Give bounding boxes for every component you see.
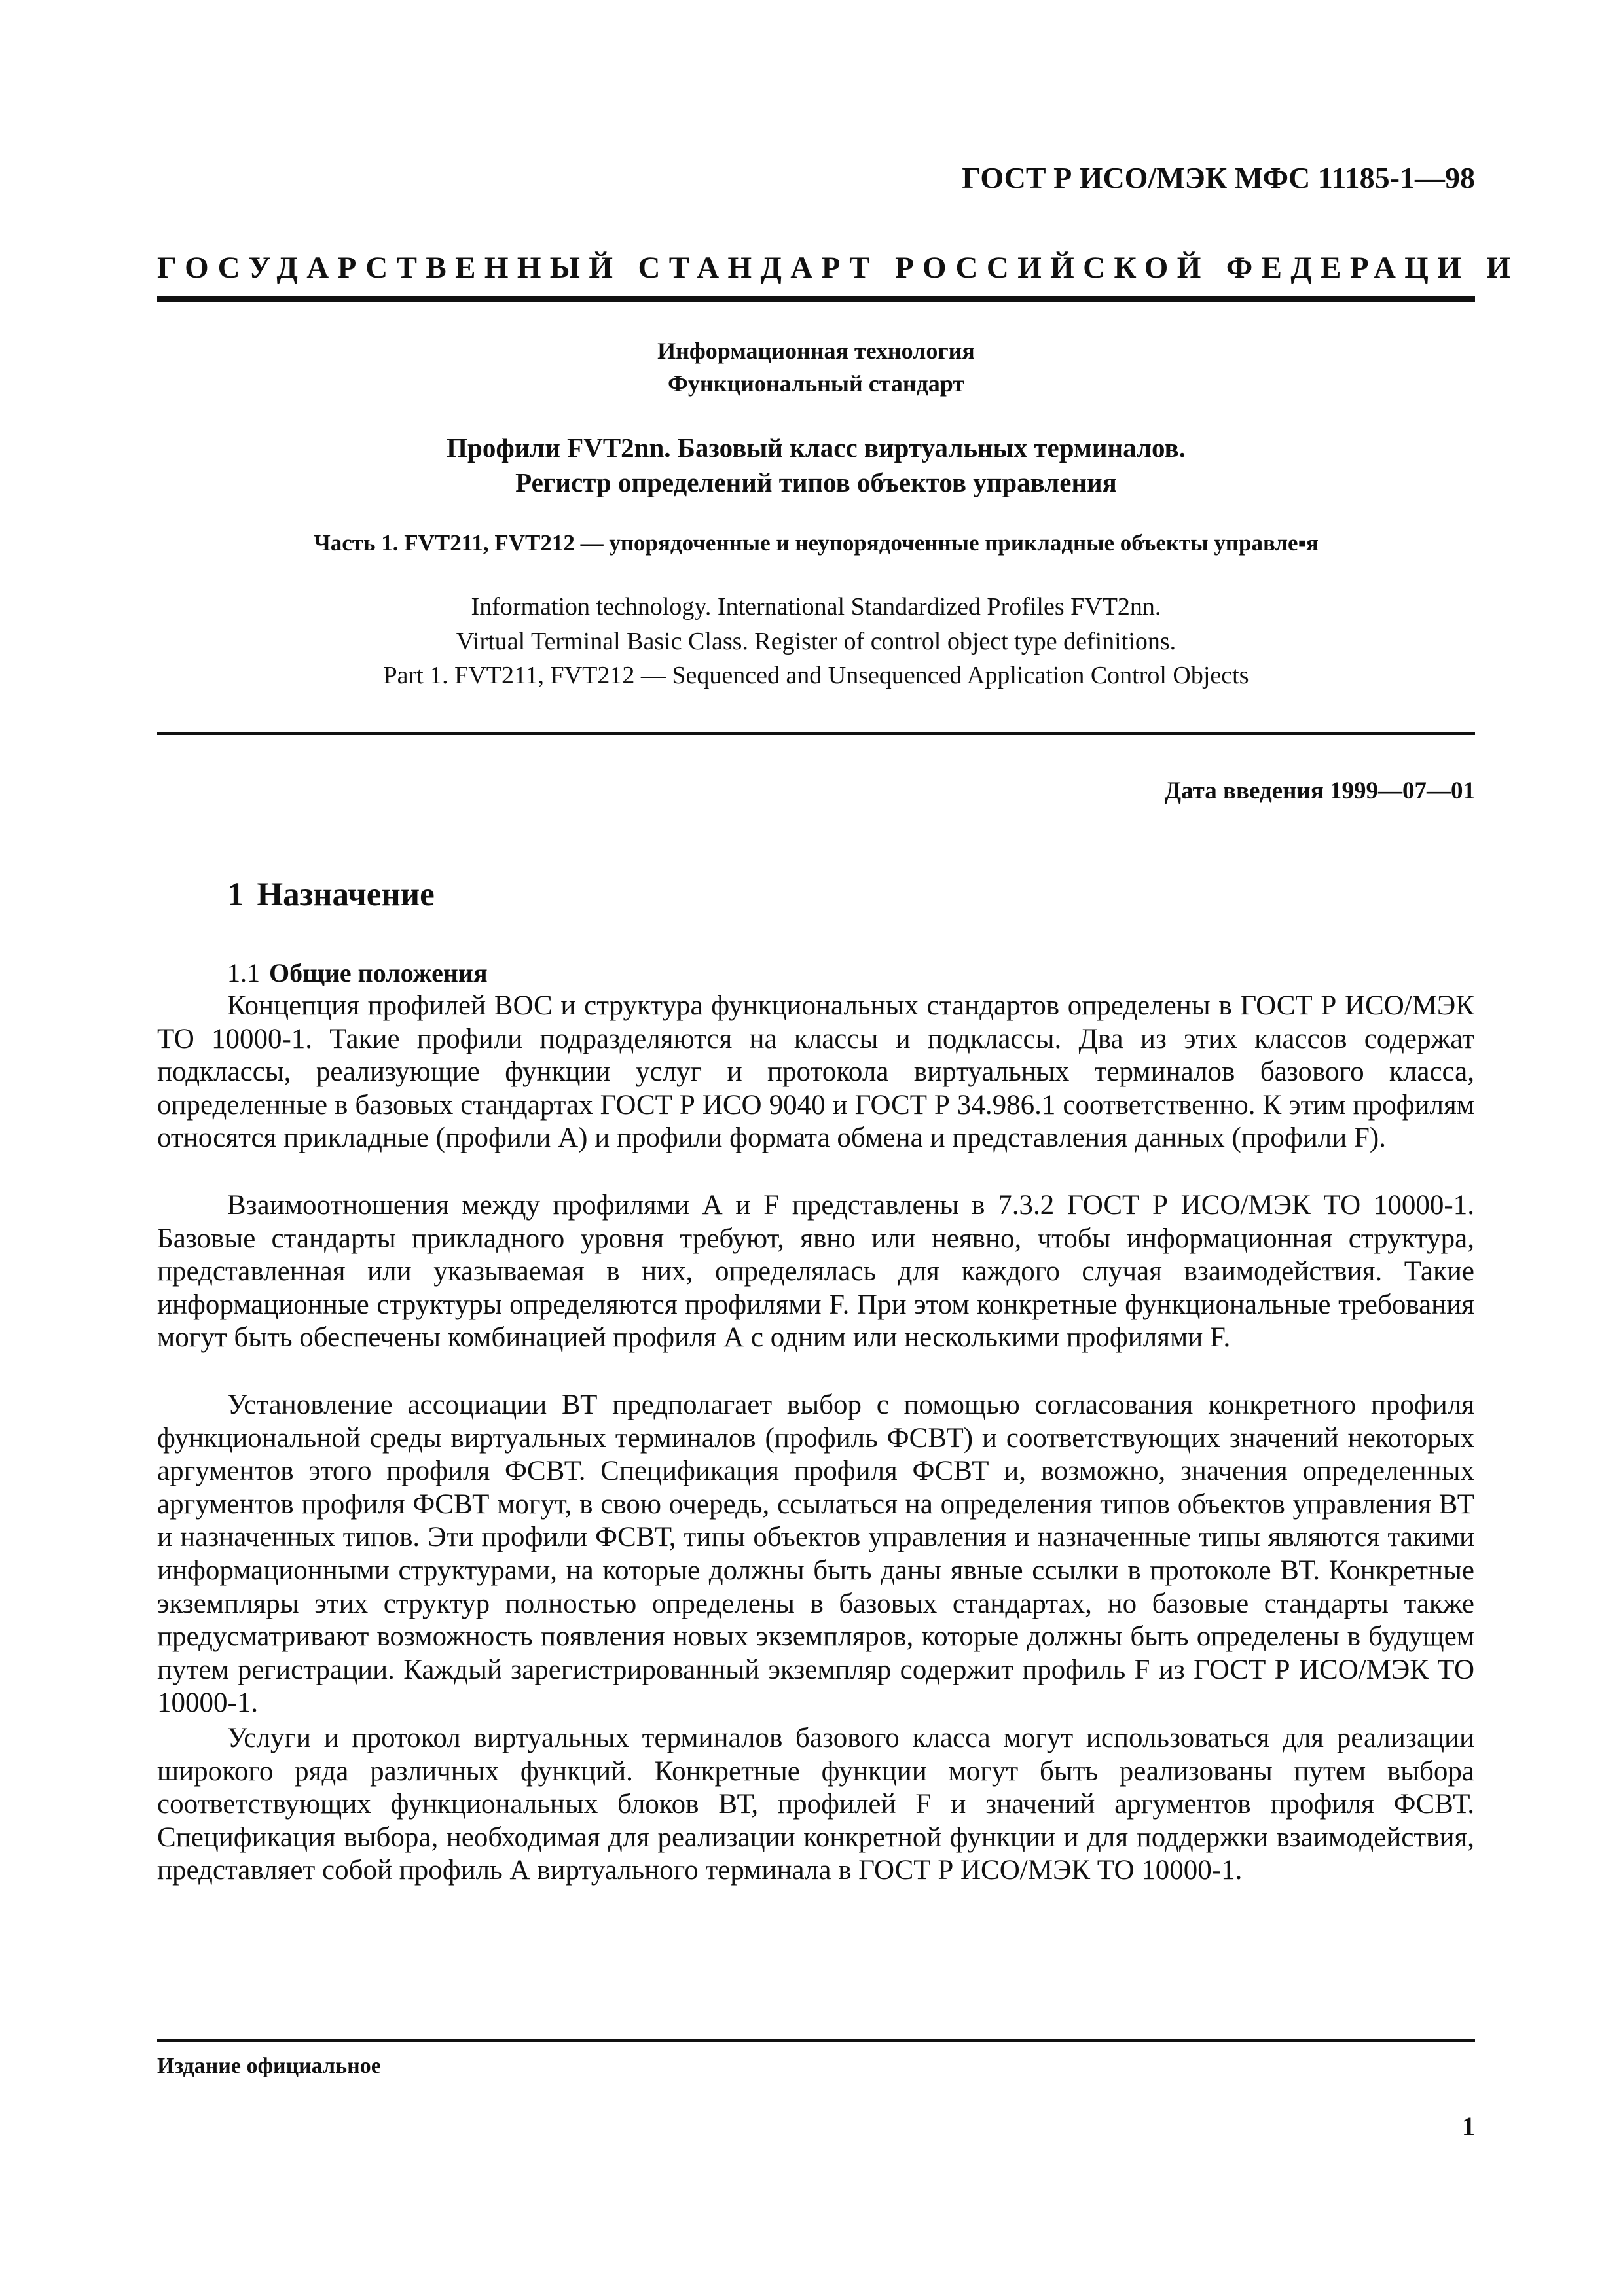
english-title-line-2: Virtual Terminal Basic Class. Register of control object type definitions. <box>456 628 1176 655</box>
title-part: Часть 1. FVT211, FVT212 — упорядоченные и неупорядоченные прикладные объекты управле▪я <box>314 530 1319 556</box>
document-number: ГОСТ Р ИСО/МЭК МФС 11185-1—98 <box>962 161 1475 194</box>
edition-label: Издание официальное <box>157 2054 381 2078</box>
section-number: 1 <box>227 876 244 913</box>
middle-divider <box>157 732 1475 735</box>
page-number: 1 <box>1462 2111 1475 2141</box>
body-paragraph-2: Взаимоотношения между профилями А и F представлены в 7.3.2 ГОСТ Р ИСО/МЭК ТО 10000-1. Базовые стандарты прикладного уровня требуют, явно или неявно, чтобы информационная структура, представленная или указываемая в них, определялась для каждого случая взаимодействия. Такие информационные структуры определяются профилями F. При этом конкретные функциональные требования могут быть обеспечены комбинацией профиля А с одним или несколькими профилями F. <box>157 1190 1474 1354</box>
body-paragraph-4: Услуги и протокол виртуальных терминалов базового класса могут использоваться для реализации широкого ряда различных функций. Конкретные функции могут быть реализованы путем выбора соответствующих функциональных блоков ВТ, профилей F и значений аргументов профиля ФСВТ. Спецификация выбора, необходимая для реализации конкретной функции и для поддержки взаимодействия, представляет собой профиль А виртуального терминала в ГОСТ Р ИСО/МЭК ТО 10000-1. <box>157 1723 1474 1886</box>
footer-divider <box>157 2039 1475 2042</box>
top-divider <box>157 296 1475 302</box>
title-line-3: Профили FVT2nn. Базовый класс виртуальных терминалов. <box>447 433 1186 463</box>
title-line-1: Информационная технология <box>657 338 975 364</box>
subsection-number: 1.1 <box>227 958 260 988</box>
subsection-heading <box>227 958 488 988</box>
title-line-4: Регистр определений типов объектов управления <box>515 467 1117 497</box>
section-title: Назначение <box>257 876 435 913</box>
subsection-title: Общие положения <box>269 958 488 988</box>
english-title-line-3: Part 1. FVT211, FVT212 — Sequenced and Unsequenced Application Control Objects <box>383 662 1249 689</box>
english-title-line-1: Information technology. International Standardized Profiles FVT2nn. <box>471 593 1161 620</box>
title-line-2: Функциональный стандарт <box>667 370 965 397</box>
state-standard-banner: ГОСУДАРСТВЕННЫЙ СТАНДАРТ РОССИЙСКОЙ ФЕДЕРАЦИ И <box>157 251 1520 285</box>
body-paragraph-3: Установление ассоциации ВТ предполагает выбор с помощью согласования конкретного профиля функциональной среды виртуальных терминалов (профиль ФСВТ) и соответствующих значений некоторых аргументов этого профиля ФСВТ. Спецификация профиля ФСВТ и, возможно, значения определенных аргументов профиля ФСВТ могут, в свою очередь, ссылаться на определения типов объектов управления ВТ и назначенных типов. Эти профили ФСВТ, типы объектов управления и назначенные типы являются такими информационными структурами, на которые должны быть даны явные ссылки в протоколе ВТ. Конкретные экземпляры этих структур полностью определены в базовых стандартах, но базовые стандарты также предусматривают возможность появления новых экземпляров, которые должны быть определены в будущем путем регистрации. Каждый зарегистрированный экземпляр содержит профиль F из ГОСТ Р ИСО/МЭК ТО 10000-1. <box>157 1390 1474 1719</box>
introduction-date: Дата введения 1999—07—01 <box>1164 778 1475 804</box>
section-heading <box>227 876 435 914</box>
body-paragraph-1: Концепция профилей ВОС и структура функциональных стандартов определены в ГОСТ Р ИСО/МЭК ТО 10000-1. Такие профили подразделяются на классы и подклассы. Два из этих классов содержат подклассы, реализующие функции услуг и протокола виртуальных терминалов базового класса, определенные в базовых стандартах ГОСТ Р ИСО 9040 и ГОСТ Р 34.986.1 соответственно. К этим профилям относятся прикладные (профили А) и профили формата обмена и представления данных (профили F). <box>157 990 1474 1154</box>
